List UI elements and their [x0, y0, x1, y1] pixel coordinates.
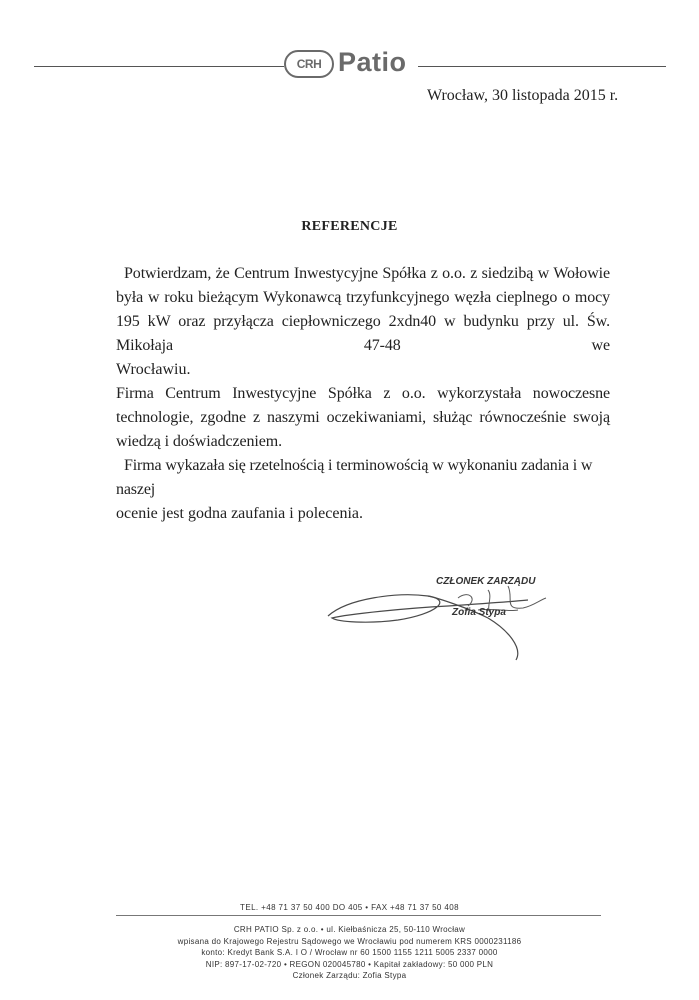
header-rule-left: [34, 66, 286, 67]
logo-badge: CRH: [284, 50, 334, 78]
footer-company-info: [0, 924, 699, 982]
paragraph-1-end: Wrocławiu.: [116, 361, 191, 378]
footer-line: Członek Zarządu: Zofia Stypa: [292, 971, 407, 980]
logo-wordmark: Patio: [338, 47, 407, 77]
paragraph-1-start: Potwierdzam, że Centrum Inwestycyjne Spółka z o.o. z siedzibą w Wołowie była w roku bieżącym Wykonawcą trzyfunkcyjnego węzła cieplnego o mocy 195 kW oraz przyłącza ciepłowniczego 2xdn40 w budynku przy ul. Św. Mikołaja 47-48 we: [116, 265, 610, 354]
footer-line: konto: Kredyt Bank S.A. I O / Wrocław nr 60 1500 1155 1211 5005 2337 0000: [201, 948, 498, 957]
paragraph-3-start: Firma wykazała się rzetelnością i terminowością w wykonaniu zadania i w naszej: [116, 457, 593, 498]
signatory-name: Zofia Stypa: [452, 607, 506, 618]
footer-contact: TEL. +48 71 37 50 400 DO 405 • FAX +48 71 37 50 408: [240, 903, 459, 912]
letter-date: Wrocław, 30 listopada 2015 r.: [427, 87, 619, 104]
letter-body: [116, 262, 610, 526]
footer-line: CRH PATIO Sp. z o.o. • ul. Kiełbaśnicza 25, 50-110 Wrocław: [233, 925, 466, 934]
paragraph-2: Firma Centrum Inwestycyjne Spółka z o.o. wykorzystała nowoczesne technologie, zgodne z naszymi oczekiwaniami, służąc równocześnie swoją wiedzą i doświadczeniem.: [116, 385, 610, 450]
letter-title: REFERENCJE: [301, 219, 398, 234]
footer-rule: [116, 915, 601, 916]
footer-line: NIP: 897-17-02-720 • REGON 020045780 • Kapitał zakładowy: 50 000 PLN: [205, 959, 494, 969]
paragraph-3-end: ocenie jest godna zaufania i polecenia.: [116, 505, 363, 522]
company-logo: [284, 46, 418, 86]
header-rule-right: [418, 66, 666, 67]
footer-line: wpisana do Krajowego Rejestru Sądowego we Wrocławiu pod numerem KRS 0000231186: [177, 936, 522, 946]
signatory-title: CZŁONEK ZARZĄDU: [436, 576, 536, 587]
